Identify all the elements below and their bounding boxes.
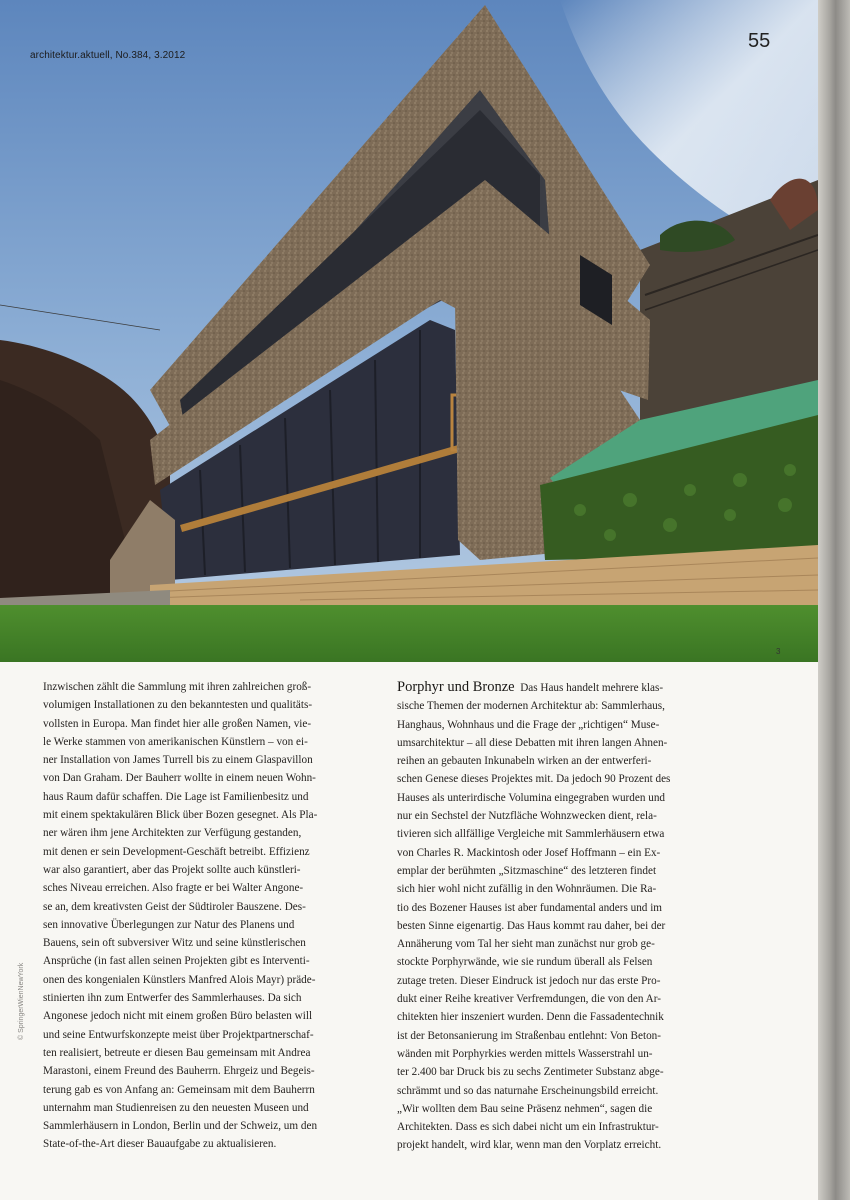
text-line: terung gab es von Anfang an: Gemeinsam mit dem Bauherrn <box>43 1083 315 1096</box>
text-line: Architekten. Dass es sich dabei nicht um ein Infrastruktur- <box>397 1121 659 1134</box>
text-line: vollsten in Europa. Man findet hier alle großen Namen, vie- <box>43 717 312 730</box>
section-heading: Porphyr und Bronze <box>397 679 515 695</box>
text-line: sches Niveau erreichen. Also fragte er bei Walter Angone- <box>43 882 304 895</box>
journal-masthead: architektur.aktuell, No.384, 3.2012 <box>30 50 186 61</box>
text-line: Marastoni, einem Freund des Bauherrn. Ehrgeiz und Begeis- <box>43 1065 315 1078</box>
text-line: schen Genese dieses Projektes mit. Da jedoch 90 Prozent des <box>397 773 671 786</box>
text-line: Das Haus handelt mehrere klas- <box>520 682 664 694</box>
text-line: ist der Betonsanierung im Straßenbau entlehnt: Von Beton- <box>397 1029 662 1042</box>
text-line: nur ein Sechstel der Nutzfläche Wohnzwecken dient, rela- <box>397 810 657 823</box>
text-line: von Dan Graham. Der Bauherr wollte in einem neuen Wohn- <box>43 772 316 785</box>
text-line: stockte Porphyrwände, wie sie rundum überall als Felsen <box>397 956 653 969</box>
text-line: le Werke stammen von amerikanischen Künstlern – von ei- <box>43 735 308 748</box>
text-line: Inzwischen zählt die Sammlung mit ihren zahlreichen groß- <box>43 681 312 693</box>
photo-credit: © SpringerWienNewYork <box>18 962 25 1040</box>
text-line: ner wären ihm jene Architekten zur Verfügung gestanden, <box>43 827 302 840</box>
text-line: ter 2.400 bar Druck bis zu sechs Zentimeter Substanz abge- <box>397 1066 664 1079</box>
text-line: volumigen Installationen zu den bekanntesten und qualitäts- <box>43 699 313 712</box>
text-line: mit denen er sein Development-Geschäft betreibt. Effizienz <box>43 845 310 858</box>
text-line: Hauses als unterirdische Volumina eingegraben wurden und <box>397 791 666 804</box>
text-line: ten realisiert, betreute er diesen Bau gemeinsam mit Andrea <box>43 1046 311 1059</box>
text-line: stinierten ihn zum Entwerfer des Sammlerhauses. Da sich <box>43 992 302 1005</box>
text-line: und seine Entwurfskonzepte meist über Projektpartnerschaf- <box>43 1028 314 1041</box>
figure-number: 3 <box>776 647 781 656</box>
text-line: war also garantiert, aber das Projekt sollte auch künstleri- <box>43 863 301 876</box>
text-line: onen des kongenialen Künstlers Manfred Alois Mayr) präde- <box>43 973 316 986</box>
text-line: Sammlerhäusern in London, Berlin und der Schweiz, um den <box>43 1120 318 1133</box>
text-line: se an, dem kreativsten Geist der Südtiroler Bauszene. Des- <box>43 900 306 913</box>
text-line: sen innovative Überlegungen zur Natur des Planens und <box>43 918 295 931</box>
text-line: sische Themen der modernen Architektur ab: Sammlerhaus, <box>397 700 665 713</box>
text-line: State-of-the-Art dieser Bauaufgabe zu aktualisieren. <box>43 1138 277 1151</box>
text-line: Ansprüche (in fast allen seinen Projekten gibt es Interventi- <box>43 955 310 968</box>
text-line: Hanghaus, Wohnhaus und die Frage der „richtigen“ Muse- <box>397 718 660 731</box>
page-number: 55 <box>748 30 771 52</box>
page-binding-edge <box>818 0 850 1200</box>
text-line: ner Installation von James Turrell bis zu einem Glaspavillon <box>43 754 313 767</box>
text-line: von Charles R. Mackintosh oder Josef Hoffmann – ein Ex- <box>397 846 661 859</box>
text-line: mit einem spektakulären Blick über Bozen gesegnet. Als Pla- <box>43 809 318 822</box>
text-line: zutage treten. Dieser Eindruck ist jedoch nur das erste Pro- <box>397 974 661 987</box>
text-line: tivieren sich allfällige Vergleiche mit Sammlerhäusern etwa <box>397 828 665 841</box>
text-line: reihen an gebauten Inkunabeln wirken an der entwerferi- <box>397 755 652 768</box>
text-line: haus Raum dafür schaffen. Die Lage ist Familienbesitz und <box>43 790 309 803</box>
text-line: tio des Bozener Hauses ist aber fundamental anders und im <box>397 901 663 914</box>
article-column-right <box>397 678 757 1155</box>
text-line: schrämmt und so das naturnahe Erscheinungsbild erreicht. <box>397 1084 659 1097</box>
text-line: unternahm man Studienreisen zu den neuesten Museen und <box>43 1101 309 1114</box>
text-line: Annäherung vom Tal her sieht man zunächst nur grob ge- <box>397 938 655 951</box>
article-column-left <box>43 678 393 1154</box>
text-line: sich hier wohl nicht zufällig in den Wohnräumen. Die Ra- <box>397 883 657 896</box>
text-line: emplar der berühmten „Sitzmaschine“ des letzteren findet <box>397 864 657 877</box>
text-line: umsarchitektur – all diese Debatten mit ihren langen Ahnen- <box>397 736 668 749</box>
text-line: besten Sinne eigenartig. Das Haus kommt rau daher, bei der <box>397 919 666 932</box>
text-line: chitekten hier inszeniert wurden. Denn die Fassadentechnik <box>397 1011 664 1024</box>
text-line: projekt handelt, wird klar, wenn man den Vorplatz erreicht. <box>397 1139 662 1152</box>
text-line: dukt einer Reihe kreativer Verfremdungen, die von den Ar- <box>397 993 661 1006</box>
text-line: Angonese jedoch nicht mit einem großen Büro belasten will <box>43 1010 313 1023</box>
text-line: „Wir wollten dem Bau seine Präsenz nehmen“, sagen die <box>397 1102 653 1115</box>
text-line: Bauens, sein oft subversiver Witz und seine künstlerischen <box>43 937 306 950</box>
text-line: wänden mit Porphyrkies werden mittels Wasserstrahl un- <box>397 1047 653 1060</box>
heading-line <box>397 678 757 697</box>
